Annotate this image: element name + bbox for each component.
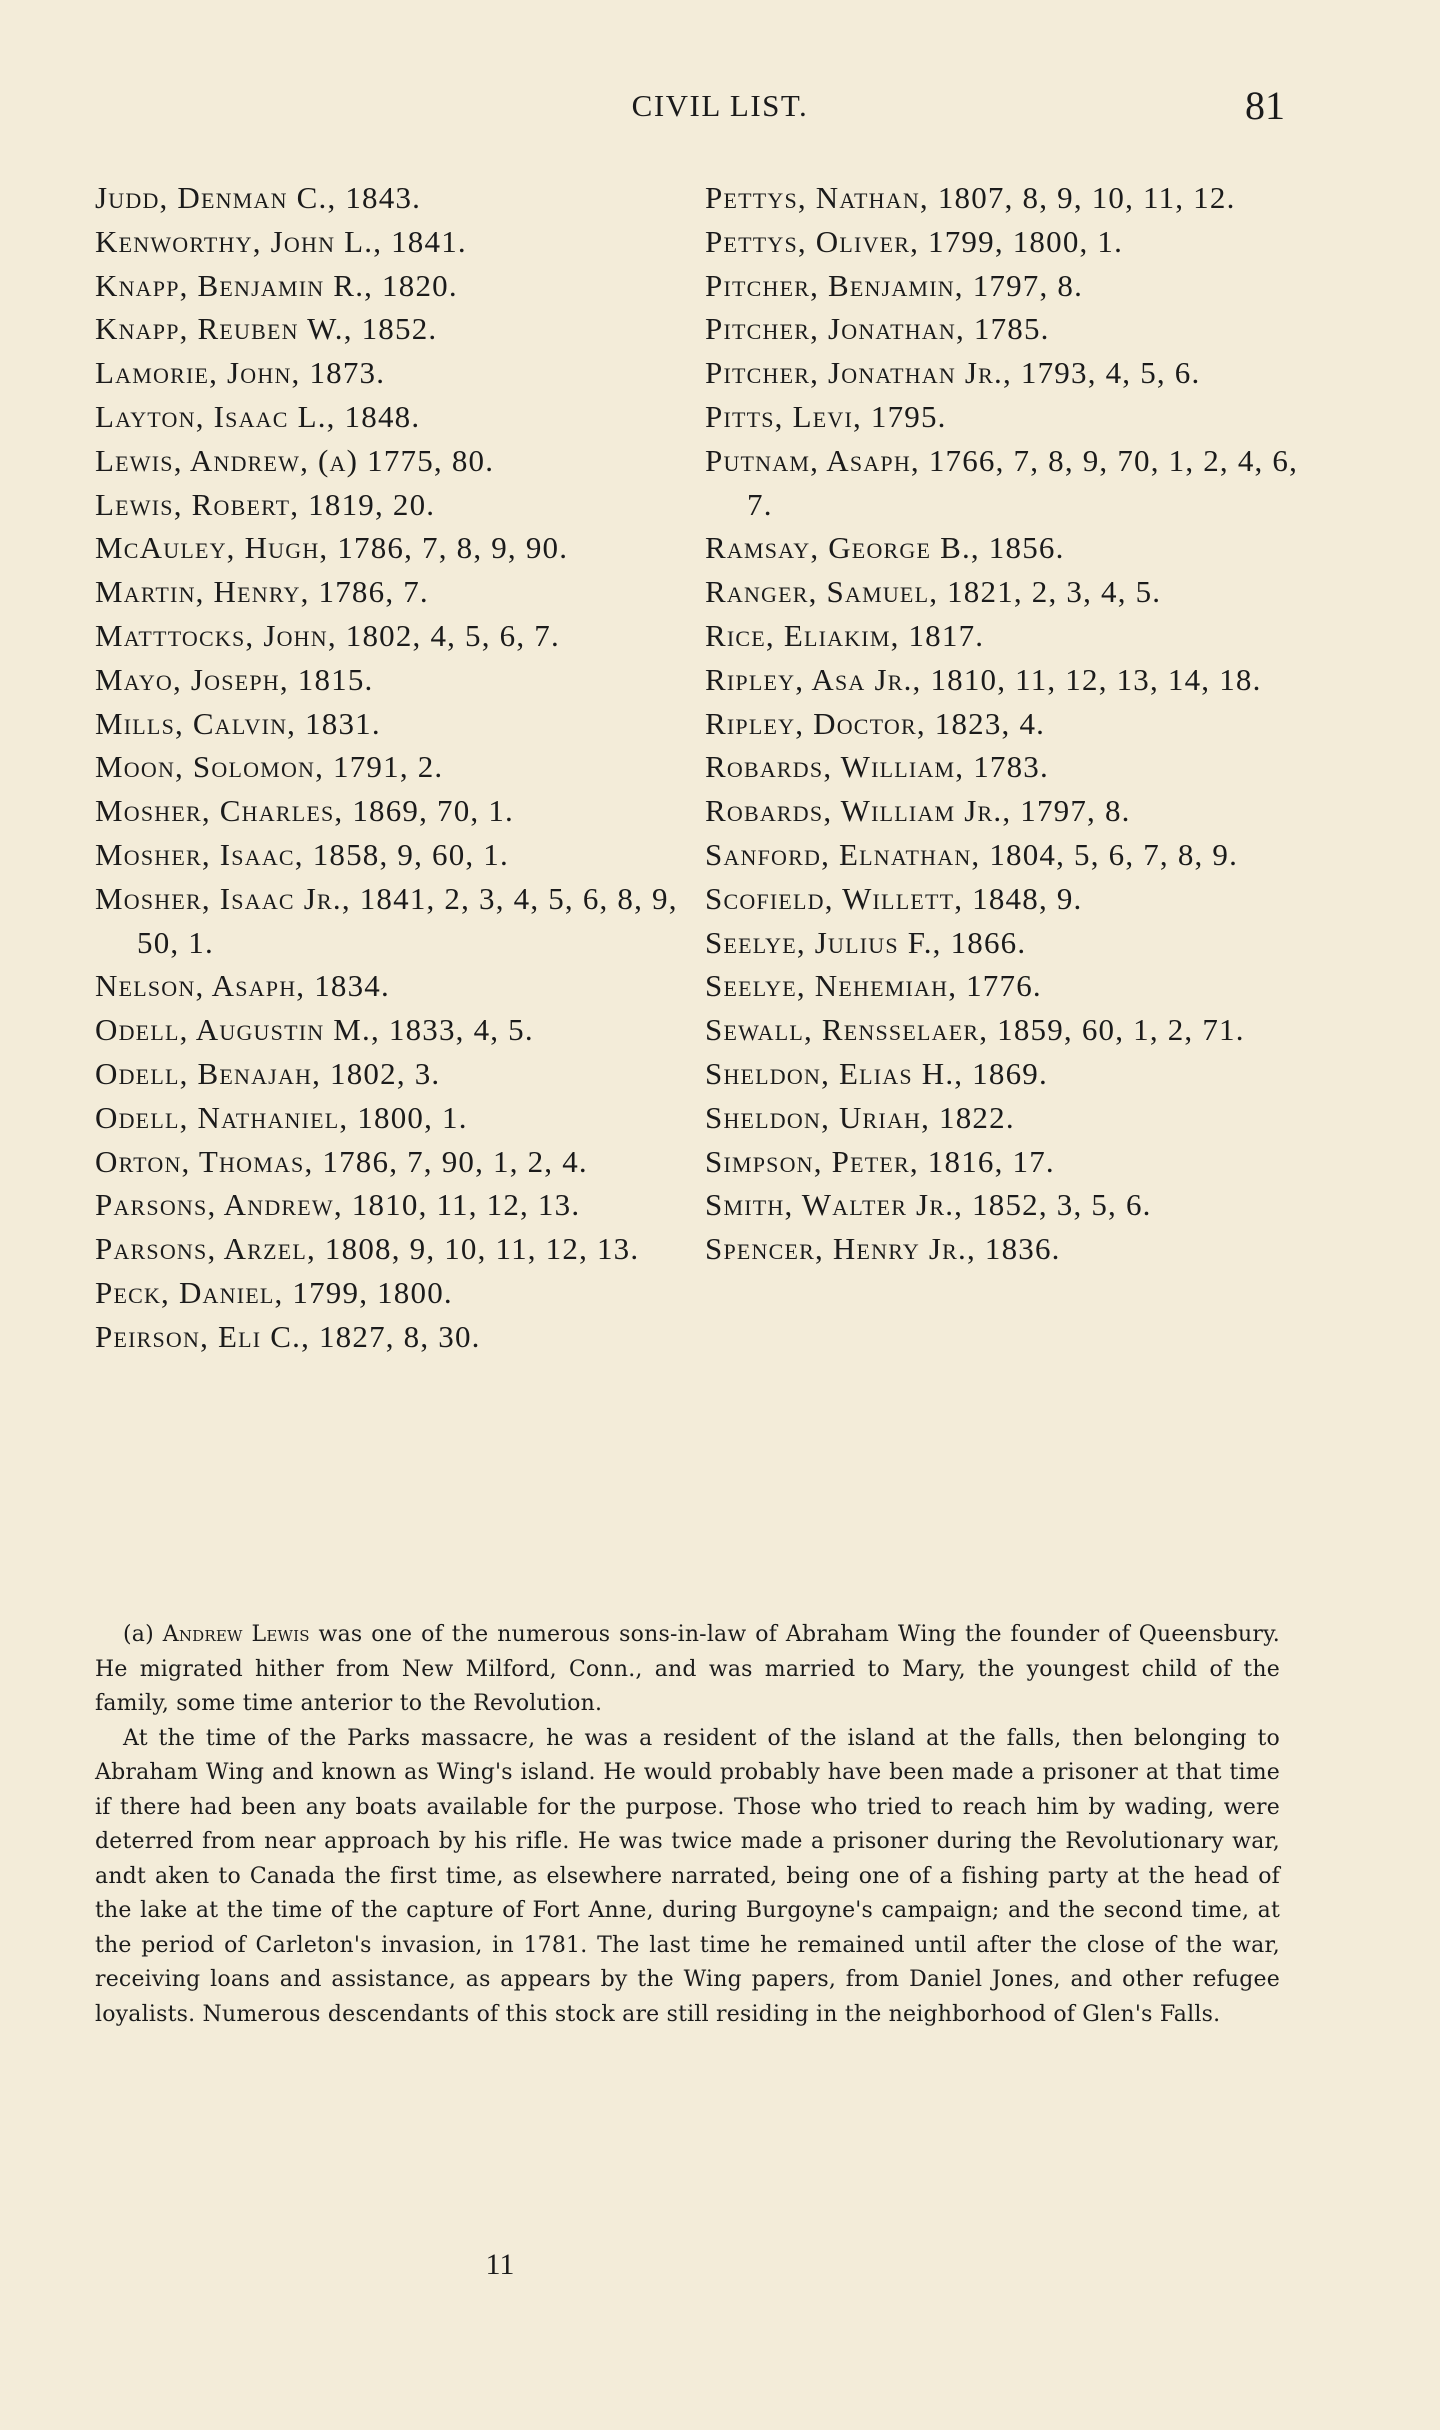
list-entry: Knapp, Benjamin R., 1820. <box>95 267 458 303</box>
list-entry: Sheldon, Elias H., 1869. <box>705 1055 1048 1091</box>
list-entry: Peck, Daniel, 1799, 1800. <box>95 1274 453 1310</box>
list-entry: Peirson, Eli C., 1827, 8, 30. <box>95 1318 481 1354</box>
list-entry: Martin, Henry, 1786, 7. <box>95 574 429 610</box>
list-entry: Judd, Denman C., 1843. <box>95 180 422 215</box>
list-entry: Kenworthy, John L., 1841. <box>95 223 467 259</box>
list-entry: Scofield, Willett, 1848, 9. <box>705 880 1083 916</box>
list-entry: Robards, William, 1783. <box>705 749 1049 785</box>
list-entry: Pitcher, Jonathan Jr., 1793, 4, 5, 6. <box>705 355 1201 391</box>
running-head <box>0 83 1440 138</box>
footnote-marker: (a) <box>123 1622 154 1647</box>
list-entry: Sewall, Rensselaer, 1859, 60, 1, 2, 71. <box>705 1012 1245 1048</box>
list-entry: Mosher, Isaac Jr., 1841, 2, 3, 4, 5, 6, 8, 9, 50, 1. <box>95 880 678 960</box>
list-entry: Lamorie, John, 1873. <box>95 355 386 391</box>
list-entry: Matttocks, John, 1802, 4, 5, 6, 7. <box>95 617 560 653</box>
footnote-paragraph <box>95 1618 1280 1722</box>
list-entry: Spencer, Henry Jr., 1836. <box>705 1231 1061 1267</box>
list-entry: Pitcher, Jonathan, 1785. <box>705 311 1050 347</box>
list-entry: Mills, Calvin, 1831. <box>95 705 381 741</box>
footnote-text: was one of the numerous sons-in-law of Abraham Wing the founder of Queensbury. He migrated hither from New Milford, Conn., and was married to Mary, the youngest child of the family, some time anterior to the Revolution. <box>95 1622 1280 1716</box>
list-entry: Mosher, Isaac, 1858, 9, 60, 1. <box>95 836 509 872</box>
civil-list-columns <box>95 176 1310 1596</box>
list-entry: Ranger, Samuel, 1821, 2, 3, 4, 5. <box>705 574 1162 610</box>
list-entry: Nelson, Asaph, 1834. <box>95 968 390 1004</box>
list-entry: Ripley, Asa Jr., 1810, 11, 12, 13, 14, 18. <box>705 661 1262 697</box>
list-entry: Robards, William Jr., 1797, 8. <box>705 793 1131 829</box>
list-entry: Rice, Eliakim, 1817. <box>705 617 985 653</box>
list-entry: Knapp, Reuben W., 1852. <box>95 311 438 347</box>
list-entry: Pitts, Levi, 1795. <box>705 398 947 434</box>
running-title: CIVIL LIST. <box>631 88 809 123</box>
left-column <box>95 176 695 1359</box>
list-entry: Pitcher, Benjamin, 1797, 8. <box>705 267 1084 303</box>
page-number: 81 <box>1245 83 1285 128</box>
right-column <box>705 176 1305 1271</box>
signature-mark: 11 <box>485 2248 515 2281</box>
list-entry: Pettys, Nathan, 1807, 8, 9, 10, 11, 12. <box>705 180 1236 215</box>
list-entry: Odell, Augustin M., 1833, 4, 5. <box>95 1012 534 1048</box>
list-entry: Simpson, Peter, 1816, 17. <box>705 1143 1055 1179</box>
list-entry: Parsons, Andrew, 1810, 11, 12, 13. <box>95 1187 581 1223</box>
list-entry: Seelye, Nehemiah, 1776. <box>705 968 1042 1004</box>
list-entry: McAuley, Hugh, 1786, 7, 8, 9, 90. <box>95 530 569 566</box>
list-entry: Moon, Solomon, 1791, 2. <box>95 749 444 785</box>
list-entry: Sheldon, Uriah, 1822. <box>705 1099 1015 1135</box>
list-entry: Seelye, Julius F., 1866. <box>705 924 1027 960</box>
list-entry: Sanford, Elnathan, 1804, 5, 6, 7, 8, 9. <box>705 836 1239 872</box>
list-entry: Orton, Thomas, 1786, 7, 90, 1, 2, 4. <box>95 1143 588 1179</box>
list-entry: Putnam, Asaph, 1766, 7, 8, 9, 70, 1, 2, 4, 6, 7. <box>705 442 1299 522</box>
list-entry: Ramsay, George B., 1856. <box>705 530 1065 566</box>
list-entry: Mosher, Charles, 1869, 70, 1. <box>95 793 514 829</box>
list-entry: Pettys, Oliver, 1799, 1800, 1. <box>705 223 1124 259</box>
list-entry: Lewis, Robert, 1819, 20. <box>95 486 436 522</box>
footnote-paragraph: At the time of the Parks massacre, he was a resident of the island at the falls, then belonging to Abraham Wing and known as Wing's island. He would probably have been made a prisoner at that time if there had been any boats available for the purpose. Those who tried to reach him by wading, were deterred from near approach by his rifle. He was twice made a prisoner during the Revolutionary war, andt aken to Canada the first time, as elsewhere narrated, being one of a fishing party at the head of the lake at the time of the capture of Fort Anne, during Burgoyne's campaign; and the second time, at the period of Carleton's invasion, in 1781. The last time he remained until after the close of the war, receiving loans and assistance, as appears by the Wing papers, from Daniel Jones, and other refugee loyalists. Numerous descendants of this stock are still residing in the neighborhood of Glen's Falls. <box>95 1725 1280 2027</box>
list-entry: Odell, Benajah, 1802, 3. <box>95 1055 441 1091</box>
list-entry: Lewis, Andrew, (a) 1775, 80. <box>95 442 495 478</box>
list-entry: Ripley, Doctor, 1823, 4. <box>705 705 1046 741</box>
list-entry: Parsons, Arzel, 1808, 9, 10, 11, 12, 13. <box>95 1231 640 1267</box>
list-entry: Odell, Nathaniel, 1800, 1. <box>95 1099 468 1135</box>
list-entry: Layton, Isaac L., 1848. <box>95 398 421 434</box>
footnote-subject: Andrew Lewis <box>162 1622 310 1647</box>
list-entry: Mayo, Joseph, 1815. <box>95 661 374 697</box>
list-entry: Smith, Walter Jr., 1852, 3, 5, 6. <box>705 1187 1152 1223</box>
footnote <box>95 1618 1280 2032</box>
